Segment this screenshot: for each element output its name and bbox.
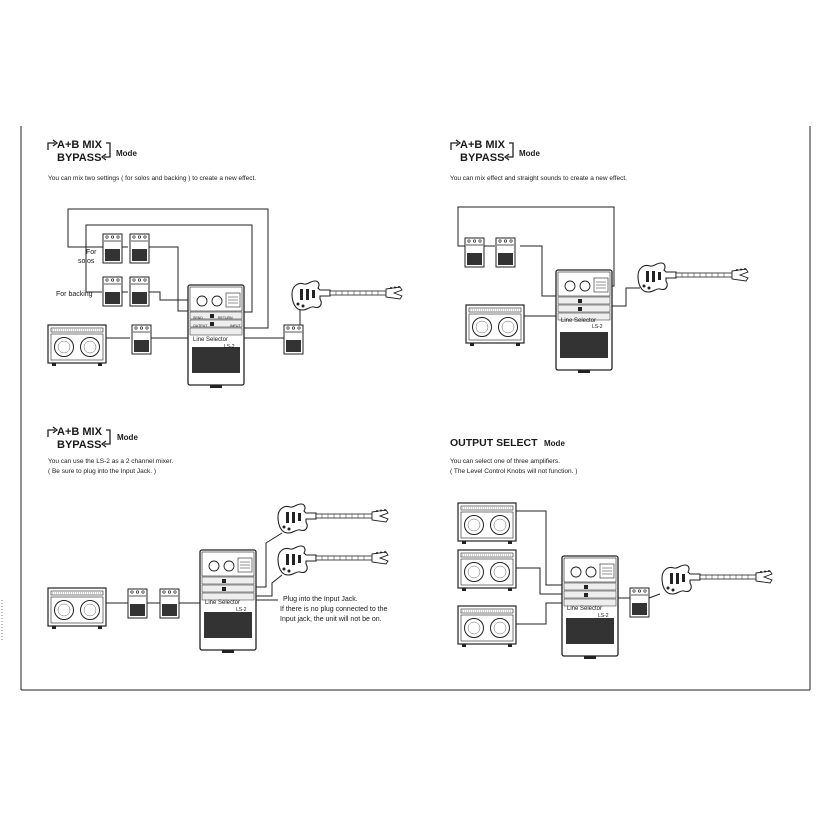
mode-label-a: A+B MIX (460, 139, 505, 151)
pedal-solos-1 (103, 234, 122, 263)
mode-badge (48, 426, 138, 451)
jack-input: INPUT (230, 324, 241, 328)
device-model: LS-2 (592, 324, 603, 330)
amplifier-1 (458, 503, 516, 544)
pedal-backing-1 (103, 277, 122, 306)
panel-description-line1: You can use the LS-2 as a 2 channel mixer. (48, 458, 174, 465)
note-plug-input: Plug into the Input Jack. (283, 596, 358, 603)
mode-label-b: BYPASS (57, 152, 102, 164)
device-name: Line Selector (193, 337, 229, 343)
device-model: LS-2 (598, 613, 609, 619)
device-name: Line Selector (567, 606, 603, 612)
panel-description-line1: You can select one of three amplifiers. (450, 458, 560, 465)
amplifier (48, 588, 106, 629)
panel-title: OUTPUT SELECT (450, 437, 538, 449)
guitar-1 (278, 504, 388, 533)
amplifier (466, 305, 524, 346)
amplifier-2 (458, 550, 516, 591)
label-backing: For backing (56, 291, 93, 298)
jack-send: SEND (193, 316, 203, 320)
pedal (630, 588, 649, 617)
label-solos-line2: solos (78, 258, 95, 265)
note-no-plug: If there is no plug connected to the (280, 606, 388, 613)
jack-return: RETURN (218, 316, 233, 320)
pedal-2 (160, 589, 179, 618)
pedal-backing-2 (130, 277, 149, 306)
amplifier (48, 325, 106, 366)
mode-label-b: BYPASS (57, 439, 102, 451)
mode-word: Mode (117, 433, 138, 442)
device-name: Line Selector (205, 600, 241, 606)
pedal-output (132, 325, 151, 354)
panel-description-line2: ( The Level Control Knobs will not function. ) (450, 468, 578, 475)
mode-word: Mode (519, 149, 540, 158)
pedal-2 (496, 238, 515, 267)
panel-output-select (450, 437, 772, 659)
mode-label-b: BYPASS (460, 152, 505, 164)
wiring (458, 207, 640, 316)
label-solos-line1: For (86, 249, 97, 256)
pedal-1 (465, 238, 484, 267)
amplifier-3 (458, 606, 516, 647)
guitar (638, 263, 748, 292)
device-model: LS-2 (224, 344, 235, 350)
note-unit-off: Input jack, the unit will not be on. (280, 616, 382, 623)
pedal-input (284, 325, 303, 354)
device-name: Line Selector (561, 318, 597, 324)
panel-mix-effect-straight (450, 139, 748, 373)
panel-description-line2: ( Be sure to plug into the Input Jack. ) (48, 468, 157, 475)
panel-two-channel-mixer (48, 426, 388, 653)
panel-mix-solos-backing (48, 139, 402, 388)
mode-badge (48, 139, 137, 164)
guitar (662, 565, 772, 594)
panel-description: You can mix two settings ( for solos and backing ) to create a new effect. (48, 175, 257, 182)
jack-output: OUTPUT (193, 324, 208, 328)
guitar (292, 281, 402, 310)
pedal-1 (128, 589, 147, 618)
wiring (68, 209, 304, 338)
mode-badge (451, 139, 540, 164)
mode-word: Mode (544, 439, 565, 448)
mode-label-a: A+B MIX (57, 426, 102, 438)
panel-description: You can mix effect and straight sounds to create a new effect. (450, 175, 627, 182)
mode-label-a: A+B MIX (57, 139, 102, 151)
mode-word: Mode (116, 149, 137, 158)
device-model: LS-2 (236, 607, 247, 613)
pedal-solos-2 (130, 234, 149, 263)
guitar-2 (278, 546, 388, 575)
